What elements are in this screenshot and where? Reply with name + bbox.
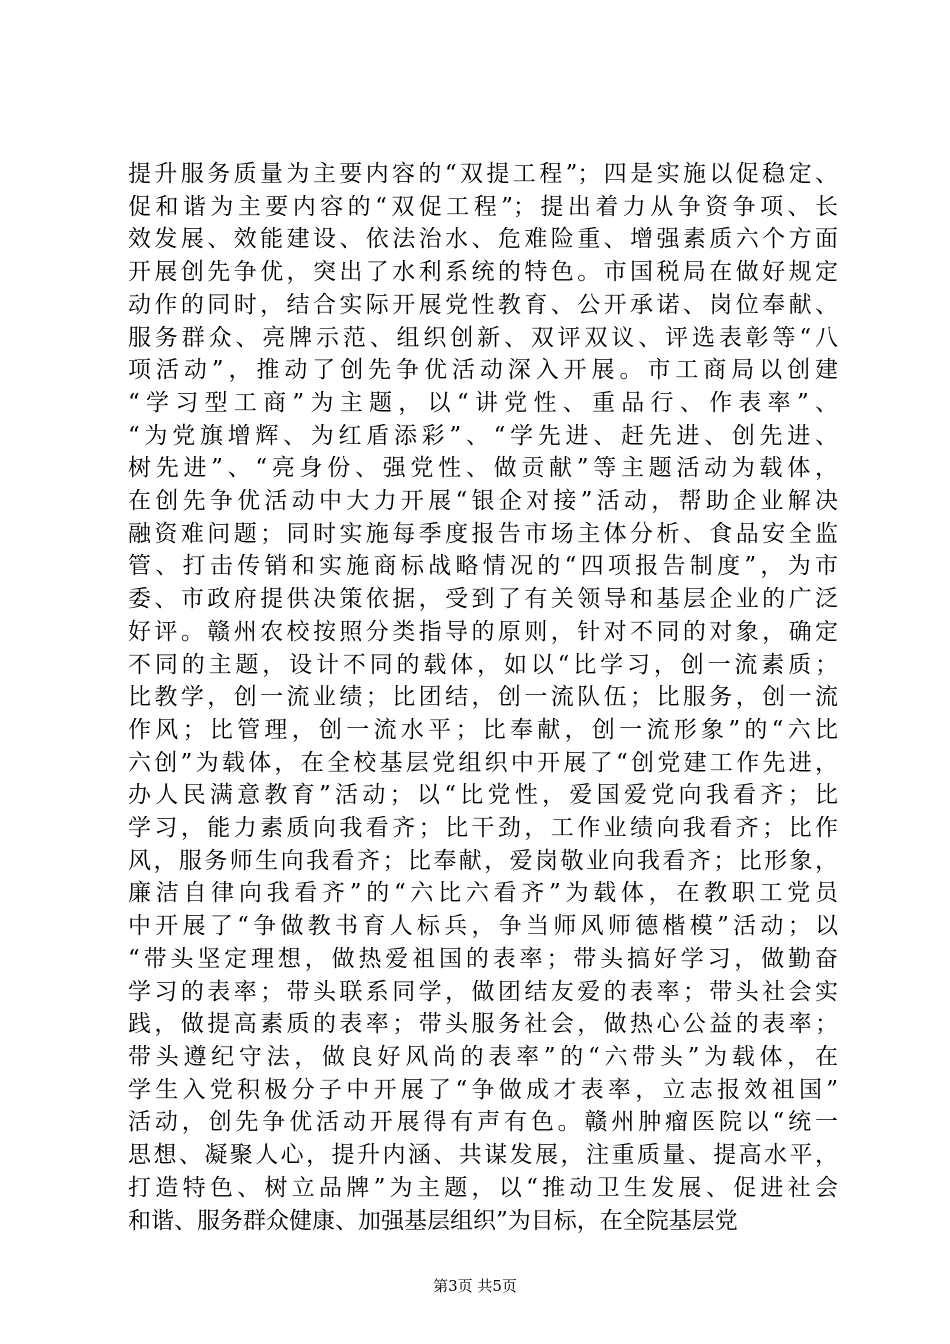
text-line: 不同的主题，设计不同的载体，如以“比学习，创一流素质；: [128, 651, 838, 678]
text-line: 学习的表率；带头联系同学，做团结友爱的表率；带头社会实: [128, 978, 838, 1005]
text-line: “带头坚定理想，做热爱祖国的表率；带头搞好学习，做勤奋: [128, 945, 838, 972]
text-line: 效发展、效能建设、依法治水、危难险重、增强素质六个方面: [128, 226, 838, 253]
body-paragraph: [128, 158, 838, 1237]
text-line: 委、市政府提供决策依据，受到了有关领导和基层企业的广泛: [128, 586, 838, 613]
text-line: 学习，能力素质向我看齐；比干劲，工作业绩向我看齐；比作: [128, 815, 838, 842]
text-line: 管、打击传销和实施商标战略情况的“四项报告制度”，为市: [128, 553, 838, 580]
text-line: 融资难问题；同时实施每季度报告市场主体分析、食品安全监: [128, 520, 838, 547]
text-line: 在创先争优活动中大力开展“银企对接”活动，帮助企业解决: [128, 488, 838, 515]
text-line: 作风；比管理，创一流水平；比奉献，创一流形象”的“六比: [128, 716, 838, 743]
text-line: 打造特色、树立品牌”为主题，以“推动卫生发展、促进社会: [128, 1174, 838, 1201]
text-line: 风，服务师生向我看齐；比奉献，爱岗敬业向我看齐；比形象，: [128, 847, 838, 874]
text-line: 带头遵纪守法，做良好风尚的表率”的“六带头”为载体，在: [128, 1043, 838, 1070]
text-line: 动作的同时，结合实际开展党性教育、公开承诺、岗位奉献、: [128, 291, 838, 318]
text-line: 学生入党积极分子中开展了“争做成才表率，立志报效祖国”: [128, 1076, 838, 1103]
text-line: 六创”为载体，在全校基层党组织中开展了“创党建工作先进，: [128, 749, 838, 776]
text-line: 树先进”、“亮身份、强党性、做贡献”等主题活动为载体，: [128, 455, 838, 482]
text-line: 办人民满意教育”活动；以“比党性，爱国爱党向我看齐；比: [128, 782, 838, 809]
text-line: 好评。赣州农校按照分类指导的原则，针对不同的对象，确定: [128, 618, 838, 645]
text-line: 服务群众、亮牌示范、组织创新、双评双议、评选表彰等“八: [128, 324, 838, 351]
text-line: “为党旗增辉、为红盾添彩”、“学先进、赶先进、创先进、: [128, 422, 838, 449]
text-line: 提升服务质量为主要内容的“双提工程”；四是实施以促稳定、: [128, 161, 838, 187]
text-line: 中开展了“争做教书育人标兵，争当师风师德楷模”活动；以: [128, 913, 838, 940]
text-line: 项活动”，推动了创先争优活动深入开展。市工商局以创建: [128, 357, 838, 384]
text-line: 思想、凝聚人心，提升内涵、共谋发展，注重质量、提高水平，: [128, 1142, 838, 1169]
text-line: “学习型工商”为主题，以“讲党性、重品行、作表率”、: [128, 389, 838, 416]
text-line: 践，做提高素质的表率；带头服务社会，做热心公益的表率；: [128, 1011, 838, 1038]
page-footer: 第3页 共5页: [433, 1277, 517, 1295]
text-line: 廉洁自律向我看齐”的“六比六看齐”为载体，在教职工党员: [128, 880, 838, 907]
text-line: 活动，创先争优活动开展得有声有色。赣州肿瘤医院以“统一: [128, 1109, 838, 1136]
text-line: 比教学，创一流业绩；比团结，创一流队伍；比服务，创一流: [128, 684, 838, 711]
text-line: 开展创先争优，突出了水利系统的特色。市国税局在做好规定: [128, 259, 838, 286]
text-line: 促和谐为主要内容的“双促工程”；提出着力从争资争项、长: [128, 193, 838, 220]
text-line: 和谐、服务群众健康、加强基层组织”为目标，在全院基层党: [128, 1207, 738, 1234]
